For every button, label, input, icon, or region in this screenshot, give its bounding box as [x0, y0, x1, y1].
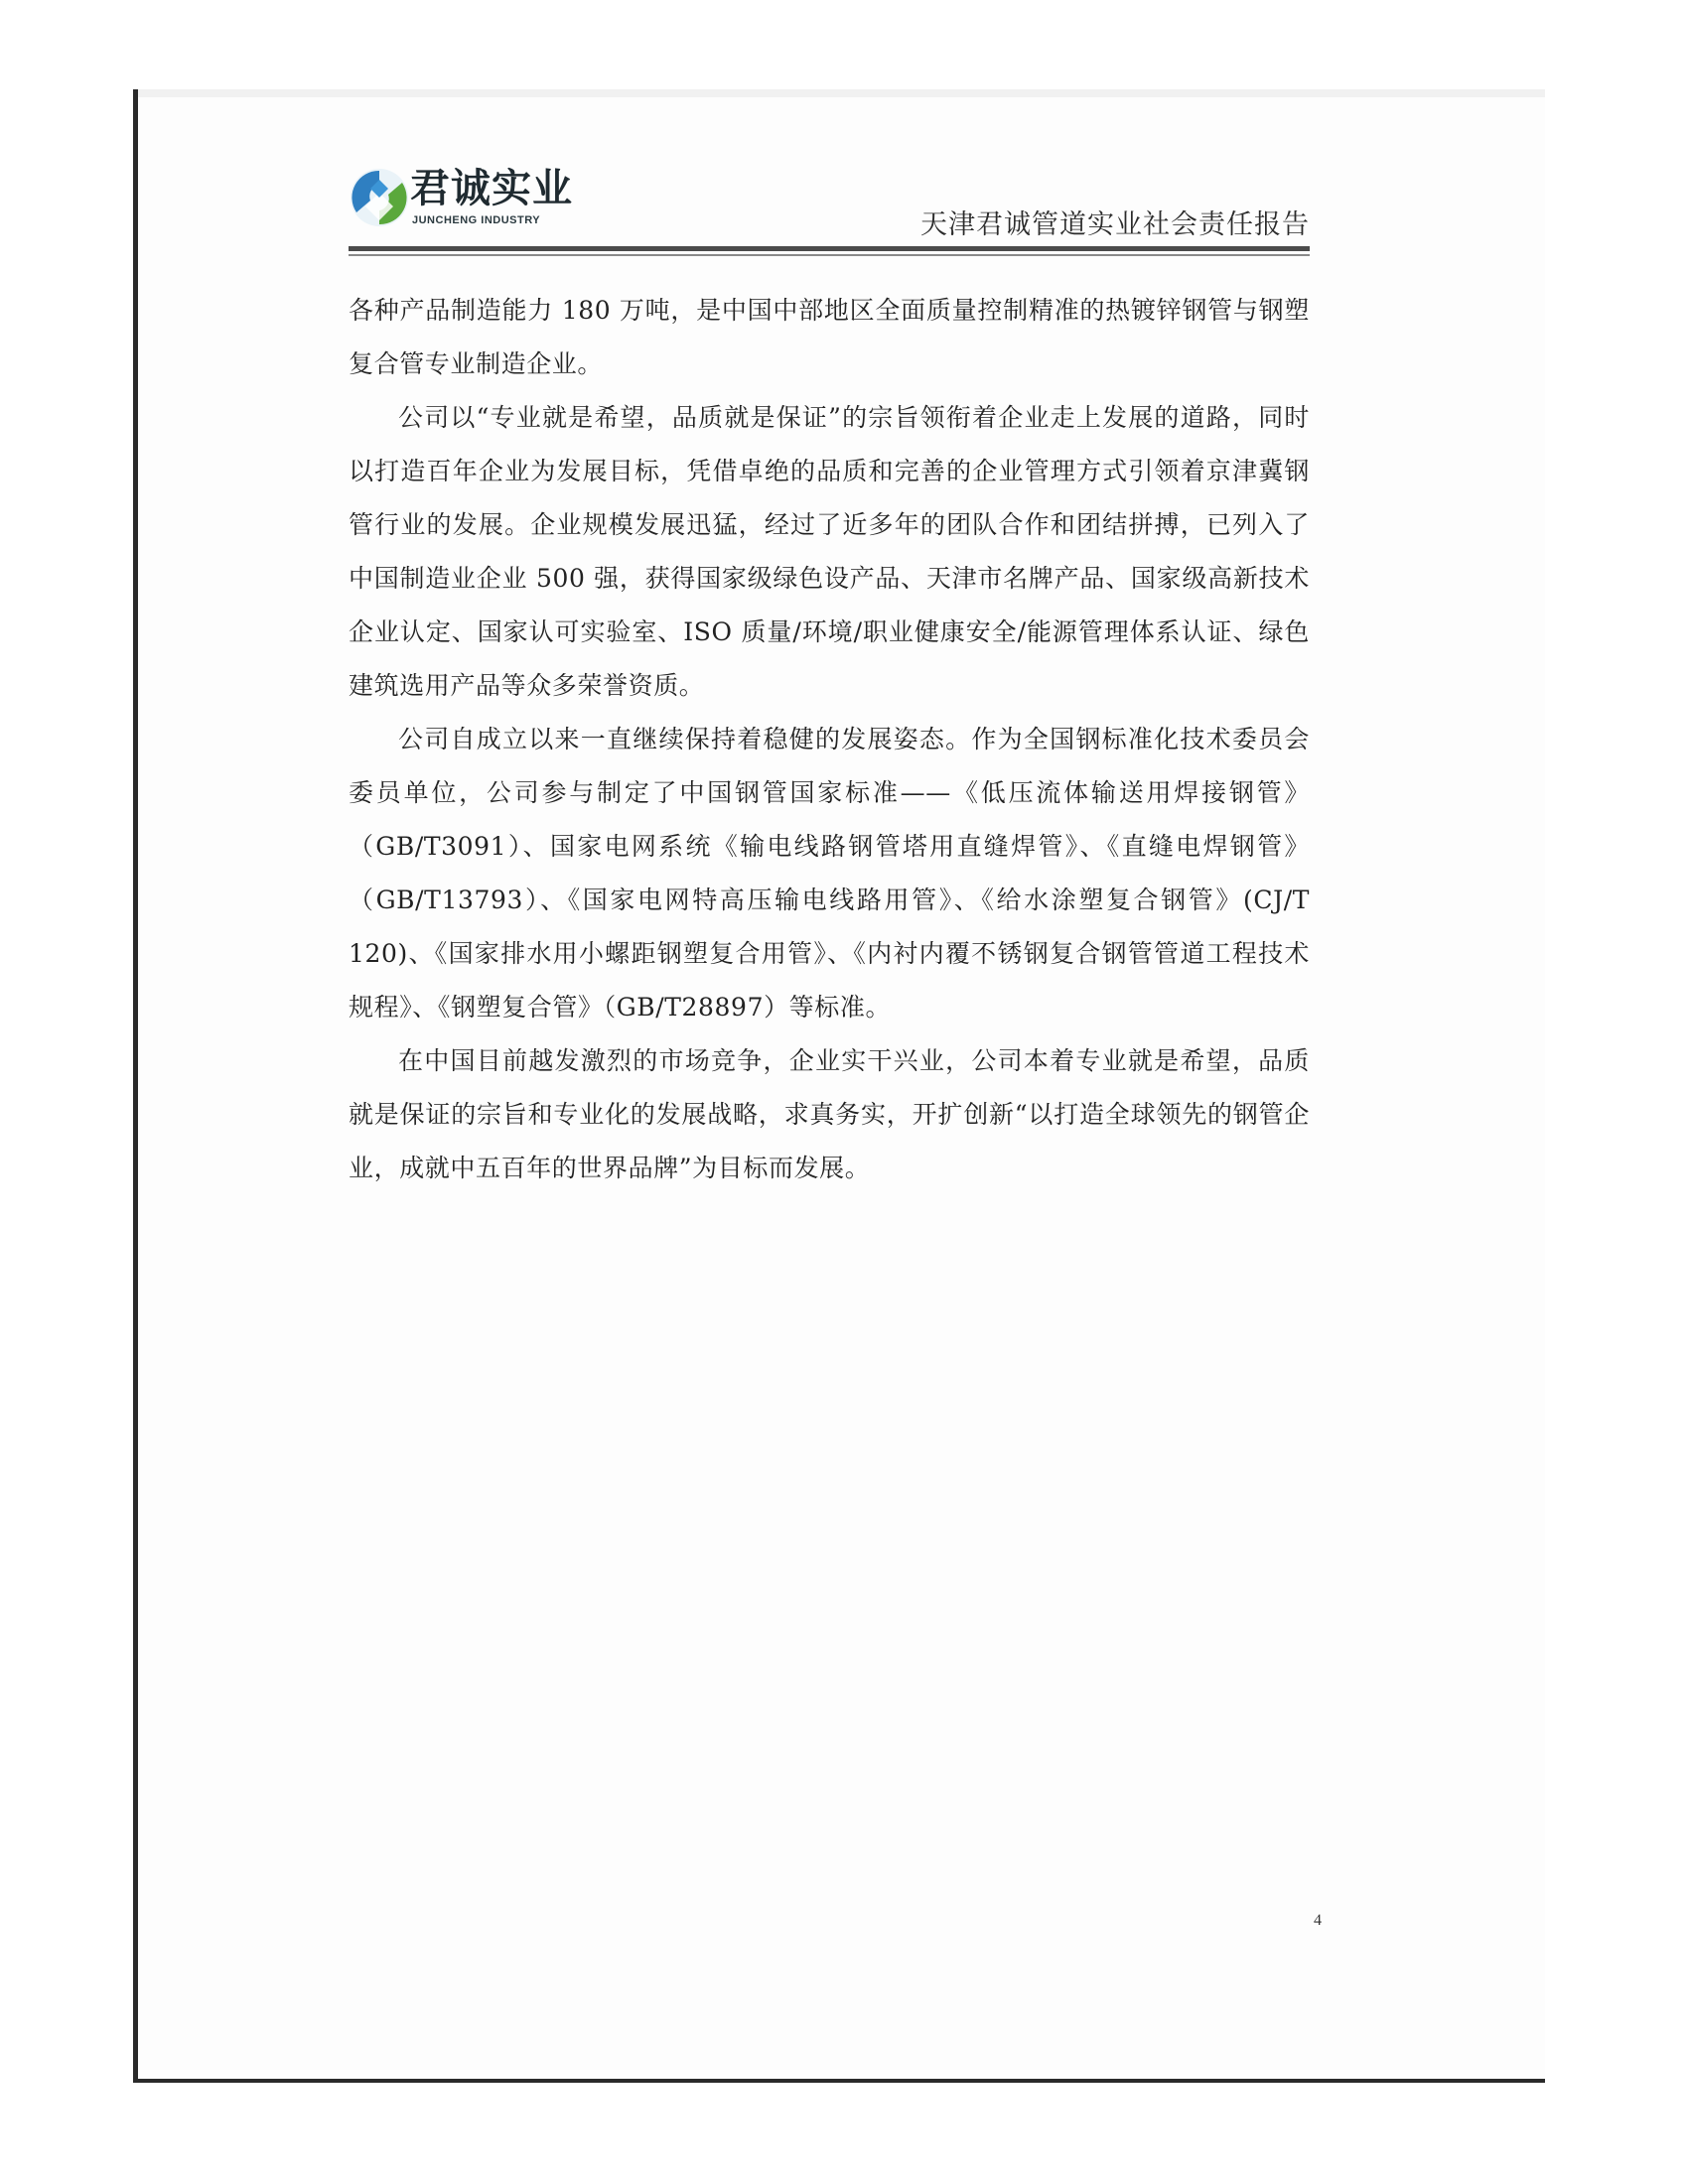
body-text — [349, 284, 1310, 1195]
scanned-page — [133, 89, 1545, 2083]
paragraph-2: 公司以“专业就是希望，品质就是保证”的宗旨领衔着企业走上发展的道路，同时以打造百年企业为发展目标，凭借卓绝的品质和完善的企业管理方式引领着京津冀钢管行业的发展。企业规模发展迅猛，经过了近多年的团队合作和团结拼搏，已列入了中国制造业企业 500 强，获得国家级绿色设产品、天津市名牌产品、国家级高新技术企业认定、国家认可实验室、ISO 质量/环境/职业健康安全/能源管理体系认证、绿色建筑选用产品等众多荣誉资质。 — [349, 403, 1310, 700]
header-rule — [349, 246, 1310, 251]
page-header — [349, 165, 1310, 304]
logo-english-text: JUNCHENG INDUSTRY — [412, 214, 541, 226]
company-logo — [349, 165, 587, 234]
logo-chinese-text: 君诚实业 — [410, 166, 573, 211]
report-title: 天津君诚管道实业社会责任报告 — [920, 209, 1310, 240]
paragraph-1: 各种产品制造能力 180 万吨，是中国中部地区全面质量控制精准的热镀锌钢管与钢塑复合管专业制造企业。 — [349, 296, 1310, 378]
page-number: 4 — [1314, 1912, 1322, 1929]
header-rule-thin — [349, 254, 1310, 256]
paragraph-4: 在中国目前越发激烈的市场竞争，企业实干兴业，公司本着专业就是希望，品质就是保证的宗旨和专业化的发展战略，求真务实，开扩创新“以打造全球领先的钢管企业，成就中五百年的世界品牌”为目标而发展。 — [349, 1046, 1310, 1182]
paragraph-3: 公司自成立以来一直继续保持着稳健的发展姿态。作为全国钢标准化技术委员会委员单位，公司参与制定了中国钢管国家标准——《低压流体输送用焊接钢管》（GB/T3091）、国家电网系统《输电线路钢管塔用直缝焊管》、《直缝电焊钢管》（GB/T13793）、《国家电网特高压输电线路用管》、《给水涂塑复合钢管》(CJ/T 120)、《国家排水用小螺距钢塑复合用管》、《内衬内覆不锈钢复合钢管管道工程技术规程》、《钢塑复合管》（GB/T28897）等标准。 — [349, 725, 1310, 1022]
logo-mark-icon — [349, 167, 410, 228]
page-top-shade — [138, 89, 1545, 97]
